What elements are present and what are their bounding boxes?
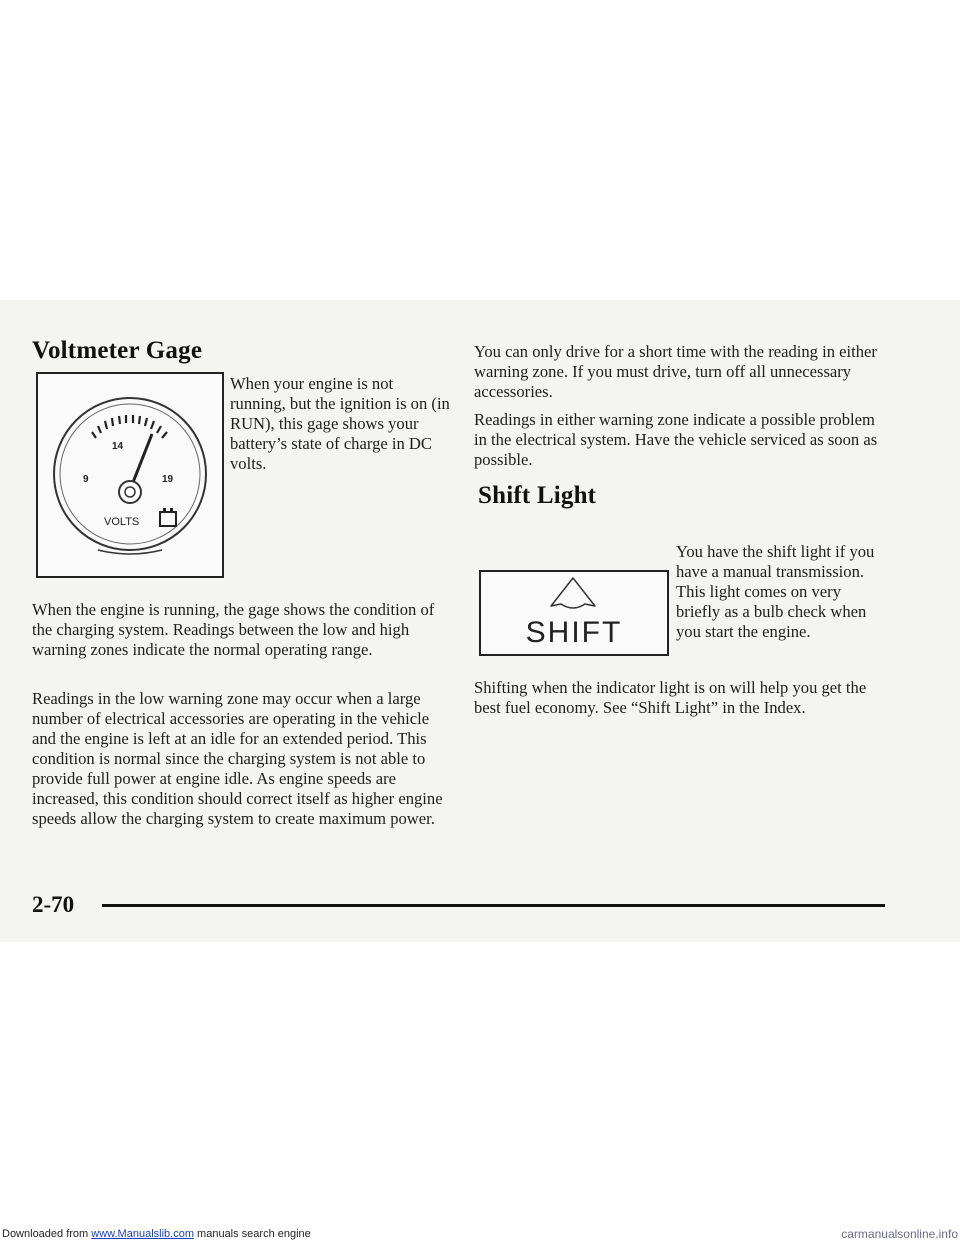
gauge-label-mid: 14 (112, 441, 124, 452)
voltmeter-paragraph-2: Readings in the low warning zone may occur when a large number of electrical accessories are operating in the vehicle and the engine is left at an idle for an extended period. This condition is normal since the charging system is not able to provide full power at engine idle. As engine speeds are increased, this condition should correct itself as higher engine speeds allow the charging system to create maximum power. (32, 689, 443, 828)
voltmeter-gauge-figure (36, 372, 224, 578)
shift-arrow-icon (481, 572, 667, 654)
warning-zone-service-paragraph: Readings in either warning zone indicate a possible problem in the electrical system. Have the vehicle serviced as soon as possible. (474, 410, 878, 469)
page-number: 2-70 (32, 892, 75, 917)
download-prefix: Downloaded from (2, 1228, 89, 1240)
shift-indicator-label: SHIFT (525, 616, 623, 649)
shift-light-side-text: You have the shift light if you have a manual transmission. This light comes on very briefly as a bulb check when you start the engine. (676, 542, 875, 641)
shift-light-paragraph: Shifting when the indicator light is on will help you get the best fuel economy. See “Shift Light” in the Index. (474, 678, 867, 717)
download-note (2, 1228, 311, 1240)
download-suffix: manuals search engine (197, 1228, 311, 1240)
footer-rule (102, 904, 885, 907)
warning-zone-paragraph: You can only drive for a short time with the reading in either warning zone. If you must drive, turn off all unnecessary accessories. (474, 342, 877, 401)
watermark-text: carmanualsonline.info (841, 1227, 958, 1241)
shift-light-figure (479, 570, 669, 656)
voltmeter-gage-heading: Voltmeter Gage (32, 337, 203, 364)
download-bar (0, 1226, 960, 1242)
voltmeter-side-text: When your engine is not running, but the ignition is on (in RUN), this gage shows your battery’s state of charge in DC volts. (230, 374, 450, 473)
gauge-label-low: 9 (83, 474, 89, 485)
voltmeter-paragraph-1: When the engine is running, the gage shows the condition of the charging system. Readings between the low and high warning zones indicate the normal operating range. (32, 600, 435, 659)
shift-light-heading: Shift Light (478, 482, 597, 509)
manualslib-link[interactable]: www.Manualslib.com (91, 1228, 194, 1240)
gauge-units-label: VOLTS (104, 516, 140, 528)
voltmeter-gauge-icon (38, 374, 222, 576)
gauge-label-high: 19 (162, 474, 174, 485)
